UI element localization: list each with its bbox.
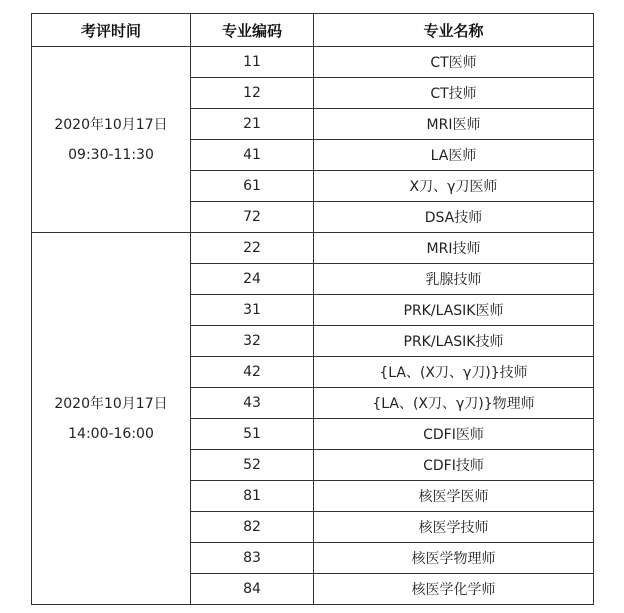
session-1-time-cell: [32, 47, 191, 233]
major-name: LA医师: [314, 140, 594, 171]
session-2-time-cell: [32, 233, 191, 605]
major-name: CT技师: [314, 78, 594, 109]
major-name: DSA技师: [314, 202, 594, 233]
major-name: MRI技师: [314, 233, 594, 264]
major-name: PRK/LASIK技师: [314, 326, 594, 357]
major-code: 11: [191, 47, 314, 78]
session-2-time: 14:00-16:00: [68, 425, 154, 442]
session-2-date: 2020年10月17日: [54, 395, 168, 412]
major-code: 43: [191, 388, 314, 419]
major-name: {LA、(X刀、γ刀)}物理师: [314, 388, 594, 419]
session-1-date: 2020年10月17日: [54, 116, 168, 133]
table-row: [32, 47, 594, 78]
exam-schedule-table: [31, 13, 594, 605]
major-name: {LA、(X刀、γ刀)}技师: [314, 357, 594, 388]
major-code: 81: [191, 481, 314, 512]
major-code: 21: [191, 109, 314, 140]
header-row: [32, 14, 594, 47]
major-name: CDFI技师: [314, 450, 594, 481]
major-code: 82: [191, 512, 314, 543]
major-name: X刀、γ刀医师: [314, 171, 594, 202]
major-name: MRI医师: [314, 109, 594, 140]
table-body: [32, 47, 594, 605]
major-code: 51: [191, 419, 314, 450]
major-code: 22: [191, 233, 314, 264]
major-name: CT医师: [314, 47, 594, 78]
table-row: [32, 233, 594, 264]
major-name: 核医学化学师: [314, 574, 594, 605]
major-code: 84: [191, 574, 314, 605]
major-name: CDFI医师: [314, 419, 594, 450]
major-code: 12: [191, 78, 314, 109]
major-code: 52: [191, 450, 314, 481]
session-1-time: 09:30-11:30: [68, 146, 154, 163]
major-name: 核医学医师: [314, 481, 594, 512]
major-name: PRK/LASIK医师: [314, 295, 594, 326]
major-code: 32: [191, 326, 314, 357]
major-code: 42: [191, 357, 314, 388]
header-major-name: 专业名称: [314, 14, 594, 47]
major-name: 核医学物理师: [314, 543, 594, 574]
major-name: 核医学技师: [314, 512, 594, 543]
major-code: 61: [191, 171, 314, 202]
header-exam-time: 考评时间: [32, 14, 191, 47]
major-code: 72: [191, 202, 314, 233]
major-code: 31: [191, 295, 314, 326]
major-code: 41: [191, 140, 314, 171]
table-header: [32, 14, 594, 47]
major-name: 乳腺技师: [314, 264, 594, 295]
major-code: 83: [191, 543, 314, 574]
major-code: 24: [191, 264, 314, 295]
header-major-code: 专业编码: [191, 14, 314, 47]
